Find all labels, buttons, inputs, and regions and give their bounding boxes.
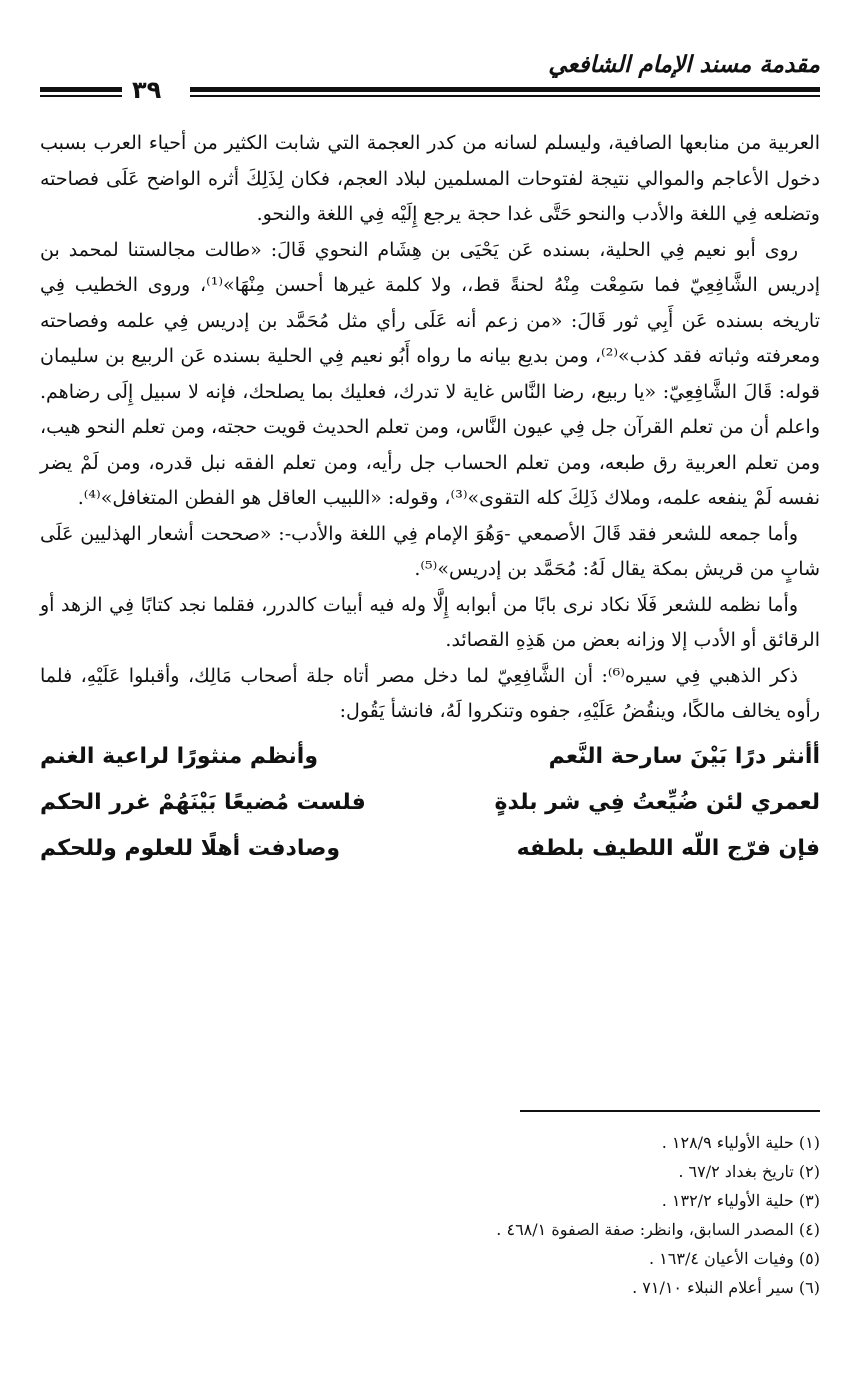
footnote: (٦) سير أعلام النبلاء ٧١/١٠ . [632, 1278, 820, 1297]
verse-first-hemistich: أأنثر درًا بَيْنَ سارحة النَّعم [548, 744, 820, 769]
paragraph: وأما جمعه للشعر فقد قَالَ الأصمعي -وَهُوَ الإمام فِي اللغة والأدب-: «صححت أشعار الهذليين عَلَى شابٍ من قريش بمكة يقال لَهُ: مُحَمَّد بن إدريس»⁽⁵⁾. [40, 522, 820, 580]
page-number: ٣٩ [132, 76, 162, 104]
footnote-separator [520, 1110, 820, 1112]
book-page [40, 40, 820, 1360]
footnote: (١) حلية الأولياء ١٢٨/٩ . [661, 1133, 820, 1152]
poem-verse [40, 826, 820, 872]
footnote: (٢) تاريخ بغداد ٦٧/٢ . [678, 1162, 820, 1181]
header-rule [190, 87, 820, 97]
verse-second-hemistich: فلست مُضيعًا بَيْنَهُمْ غرر الحكم [40, 790, 366, 815]
main-text [40, 126, 820, 872]
verse-first-hemistich: فإن فرّج اللّه اللطيف بلطفه [516, 836, 820, 861]
header-rule-short [40, 87, 122, 97]
poem-verse [40, 780, 820, 826]
poem-verse [40, 734, 820, 780]
header-title: مقدمة مسند الإمام الشافعي [548, 52, 820, 78]
footnote: (٣) حلية الأولياء ١٣٢/٢ . [661, 1191, 820, 1210]
verse-first-hemistich: لعمري لئن ضُيِّعتُ فِي شر بلدةٍ [494, 790, 820, 815]
verse-second-hemistich: وصادفت أهلًا للعلوم وللحكم [40, 836, 341, 861]
running-header [40, 40, 820, 110]
verse-second-hemistich: وأنظم منثورًا لراعية الغنم [40, 744, 319, 769]
footnote: (٤) المصدر السابق، وانظر: صفة الصفوة ٤٦٨/١ . [496, 1220, 820, 1239]
paragraph: ذكر الذهبي فِي سيره⁽⁶⁾: أن الشَّافِعِيّ لما دخل مصر أتاه جلة أصحاب مَالِك، وأقبلوا عَلَيْهِ، فلما رأوه يخالف مالكًا، وينقُضُ عَلَيْهِ، جفوه وتنكروا لَهُ، فانشأ يَقُول: [40, 664, 820, 722]
poem [40, 734, 820, 872]
paragraph: وأما نظمه للشعر فَلَا نكاد نرى بابًا من أبوابه إِلَّا وله فيه أبيات كالدرر، فقلما نجد كتابًا فِي الزهد أو الرقائق أو الأدب إلا وزانه بعض من هَذِهِ القصائد. [40, 593, 820, 651]
footnote: (٥) وفيات الأعيان ١٦٣/٤ . [649, 1249, 820, 1268]
paragraph: العربية من منابعها الصافية، وليسلم لسانه من كدر العجمة التي شابت الكثير من أحياء العرب بسبب دخول الأعاجم والموالي نتيجة لفتوحات المسلمين لبلاد العجم، فكان لِذَلِكَ أثره الواضح عَلَى فصاحته وتضلعه فِي اللغة والأدب والنحو حَتَّى غدا حجة يرجع إِلَيْه فِي اللغة والنحو. [40, 132, 820, 225]
footnotes [40, 1128, 820, 1302]
paragraph: روى أبو نعيم فِي الحلية، بسنده عَن يَحْيَى بن هِشَام النحوي قَالَ: «طالت مجالستنا لمحمد بن إدريس الشَّافِعِيّ فما سَمِعْت مِنْهُ لحنةً قط،، ولا كلمة غيرها أحسن مِنْهَا»⁽¹⁾، وروى الخطيب فِي تاريخه بسنده عَن أَبِي ثور قَالَ: «من زعم أنه عَلَى رأي مثل مُحَمَّد بن إدريس فِي علمه وفصاحته ومعرفته وثباته فقد كذب»⁽²⁾، ومن بديع بيانه ما رواه أَبُو نعيم فِي الحلية بسنده عَن الربيع بن سليمان قوله: قَالَ الشَّافِعِيّ: «يا ربيع، رضا النَّاس غاية لا تدرك، فعليك بما يصلحك، فإنه لا سبيل إِلَى رضاهم. واعلم أن من تعلم القرآن جل فِي عيون النَّاس، ومن تعلم الحديث قويت حجته، ومن تعلم النحو هيب، ومن تعلم العربية رق طبعه، ومن تعلم الحساب جل رأيه، ومن تعلم الفقه نبل قدره، ومن لَمْ يضر نفسه لَمْ ينفعه علمه، وملاك ذَلِكَ كله التقوى»⁽³⁾، وقوله: «اللبيب العاقل هو الفطن المتغافل»⁽⁴⁾. [40, 238, 821, 509]
